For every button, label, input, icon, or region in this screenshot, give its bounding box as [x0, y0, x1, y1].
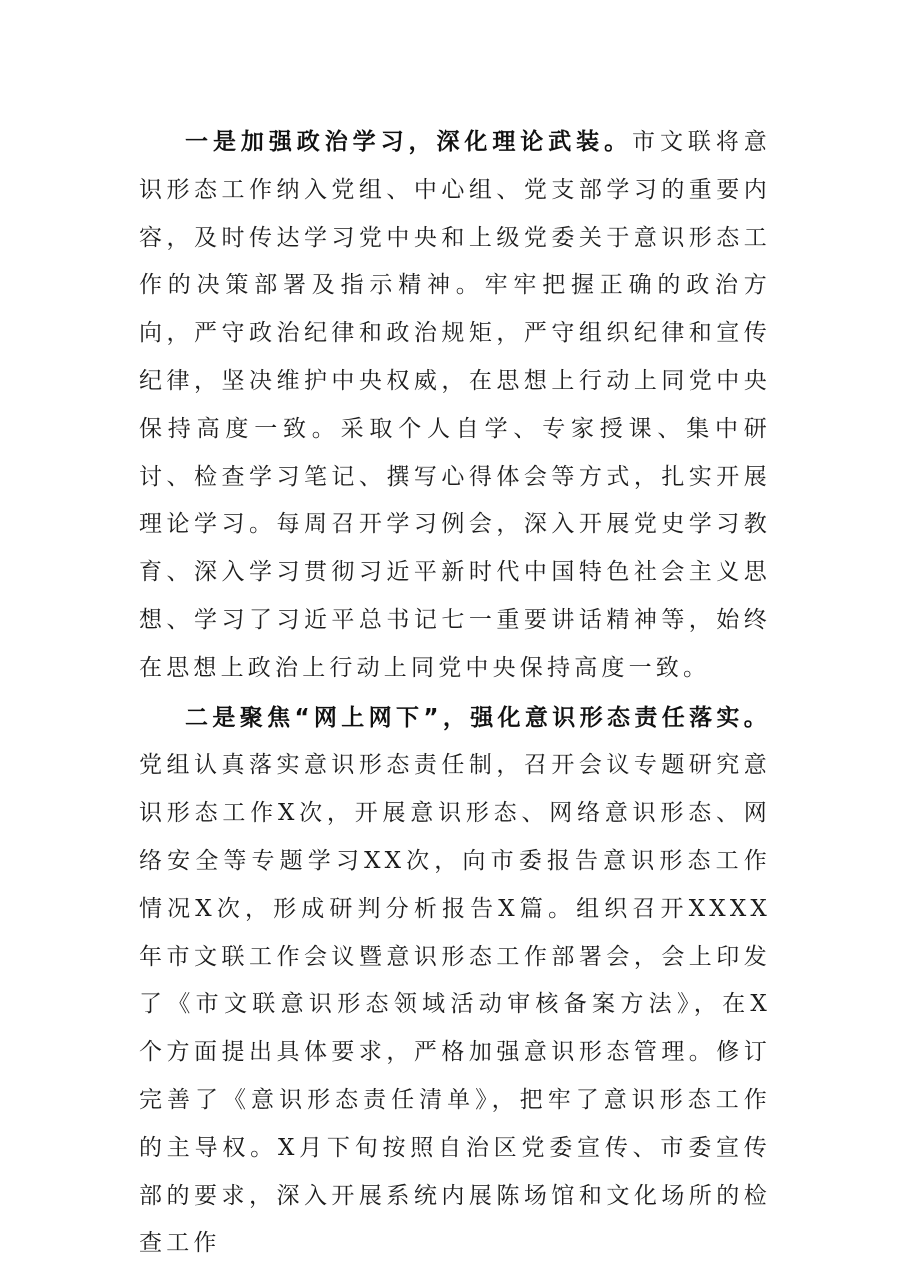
paragraph-2-lead: 二是聚焦“网上网下”，强化意识形态责任落实。	[185, 704, 771, 731]
paragraph-2	[139, 695, 771, 1269]
paragraph-1	[139, 119, 771, 693]
paragraph-1-body: 市文联将意识形态工作纳入党组、中心组、党支部学习的重要内容，及时传达学习党中央和上级党委关于意识形态工作的决策部署及指示精神。牢牢把握正确的政治方向，严守政治纪律和政治规矩，严守组织纪律和宣传纪律，坚决维护中央权威，在思想上行动上同党中央保持高度一致。采取个人自学、专家授课、集中研讨、检查学习笔记、撰写心得体会等方式，扎实开展理论学习。每周召开学习例会，深入开展党史学习教育、深入学习贯彻习近平新时代中国特色社会主义思想、学习了习近平总书记七一重要讲话精神等，始终在思想上政治上行动上同党中央保持高度一致。	[139, 129, 772, 681]
paragraph-2-body: 党组认真落实意识形态责任制，召开会议专题研究意识形态工作X次，开展意识形态、网络意识形态、网络安全等专题学习XX次，向市委报告意识形态工作情况X次，形成研判分析报告X篇。组织召开XXXX年市文联工作会议暨意识形态工作部署会，会上印发了《市文联意识形态领域活动审核备案方法》，在X个方面提出具体要求，严格加强意识形态管理。修订完善了《意识形态责任清单》，把牢了意识形态工作的主导权。X月下旬按照自治区党委宣传、市委宣传部的要求，深入开展系统内展陈场馆和文化场所的检查工作	[139, 752, 771, 1257]
document-body	[139, 119, 771, 1268]
paragraph-1-lead: 一是加强政治学习，深化理论武装。	[185, 129, 633, 155]
